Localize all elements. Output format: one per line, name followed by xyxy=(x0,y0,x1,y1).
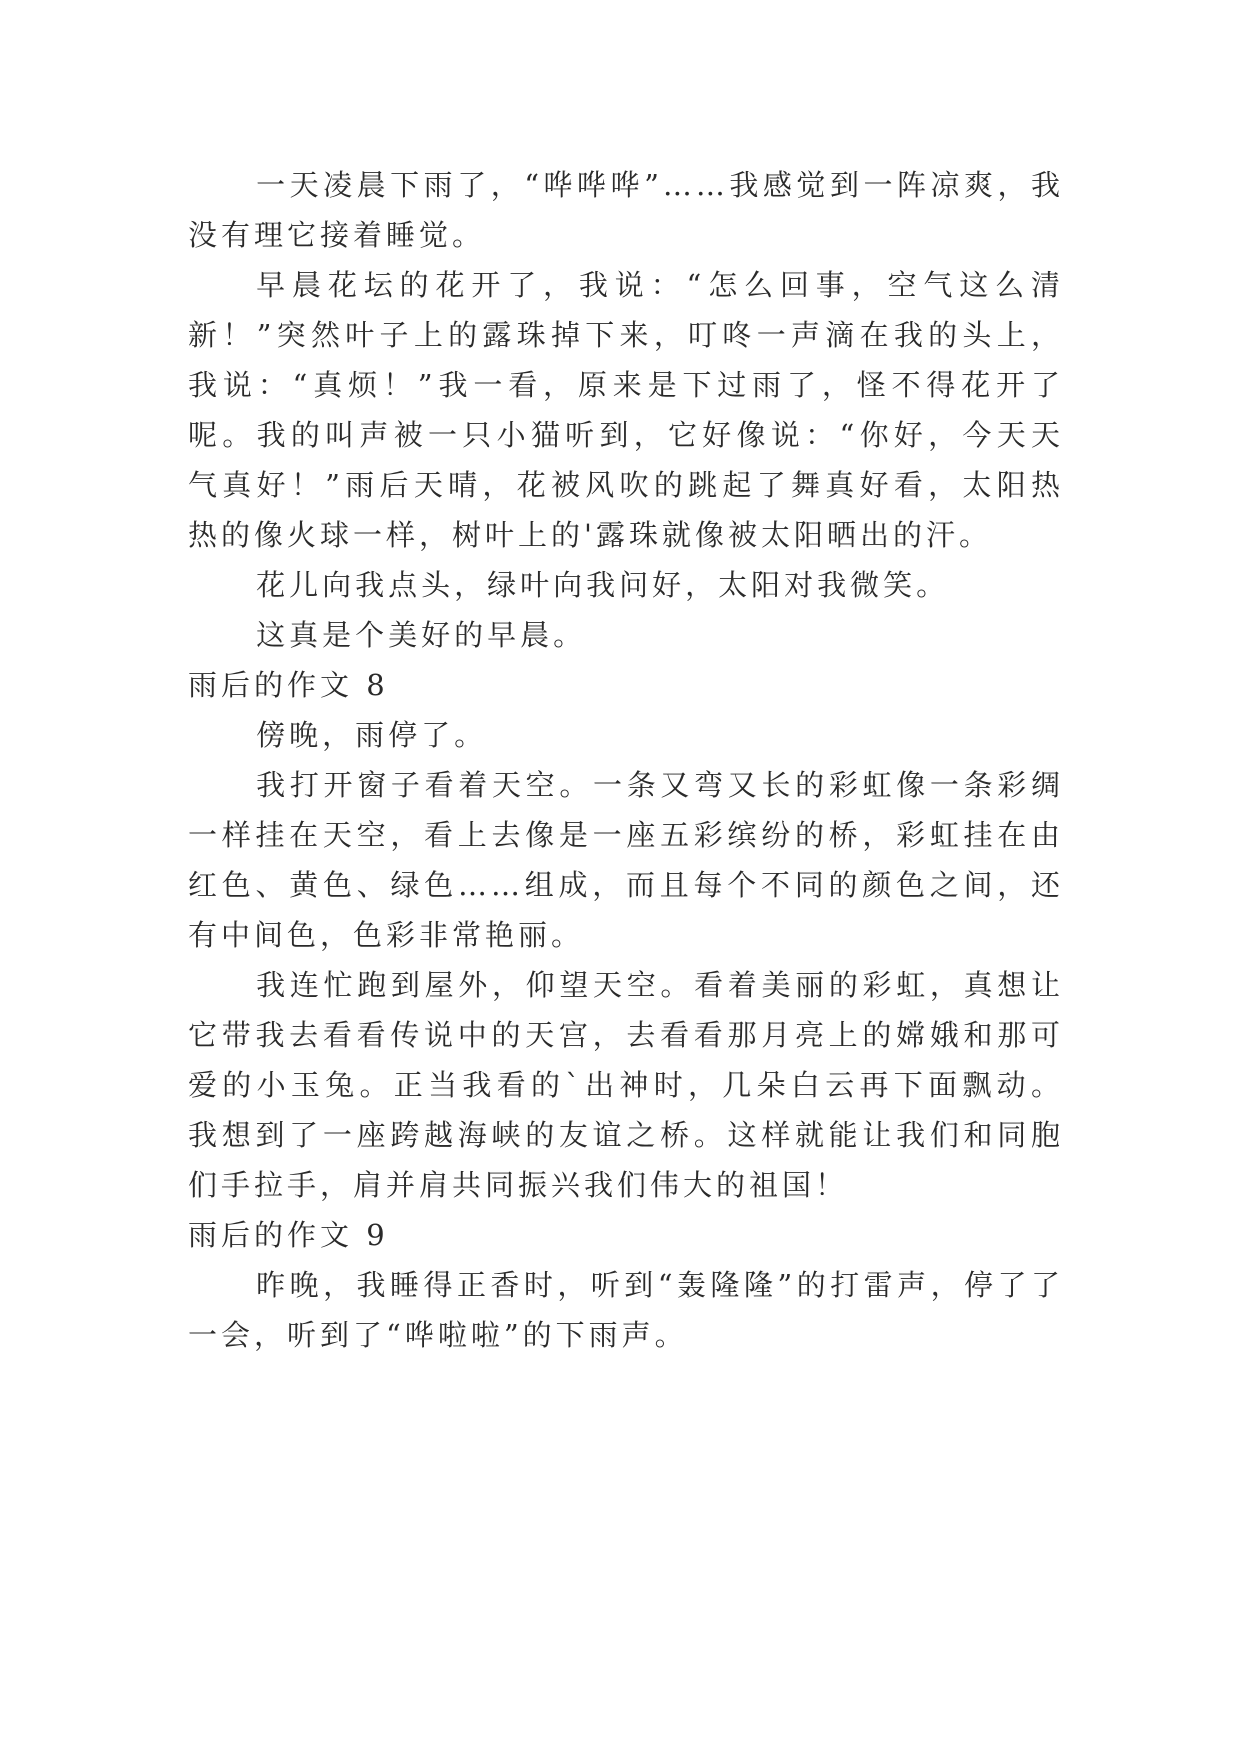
paragraph: 早晨花坛的花开了，我说：“怎么回事，空气这么清新！”突然叶子上的露珠掉下来，叮咚一声滴在我的头上，我说：“真烦！”我一看，原来是下过雨了，怪不得花开了呢。我的叫声被一只小猫听到，它好像说：“你好，今天天气真好！”雨后天晴，花被风吹的跳起了舞真好看，太阳热热的像火球一样，树叶上的'露珠就像被太阳晒出的汗。 xyxy=(188,268,1064,552)
paragraph: 花儿向我点头，绿叶向我问好，太阳对我微笑。 xyxy=(256,568,950,602)
section-heading: 雨后的作文 8 xyxy=(188,668,389,702)
paragraph: 傍晚，雨停了。 xyxy=(256,718,488,752)
paragraph: 我连忙跑到屋外，仰望天空。看着美丽的彩虹，真想让它带我去看看传说中的天宫，去看看那月亮上的嫦娥和那可爱的小玉兔。正当我看的`出神时，几朵白云再下面飘动。我想到了一座跨越海峡的友谊之桥。这样就能让我们和同胞们手拉手，肩并肩共同振兴我们伟大的祖国！ xyxy=(188,968,1064,1202)
paragraph: 我打开窗子看着天空。一条又弯又长的彩虹像一条彩绸一样挂在天空，看上去像是一座五彩缤纷的桥，彩虹挂在由红色、黄色、绿色……组成，而且每个不同的颜色之间，还有中间色，色彩非常艳丽。 xyxy=(188,768,1064,952)
document-page xyxy=(188,160,1064,1360)
paragraph: 这真是个美好的早晨。 xyxy=(256,618,587,652)
section-heading: 雨后的作文 9 xyxy=(188,1218,389,1252)
paragraph: 昨晚，我睡得正香时，听到“轰隆隆”的打雷声，停了了一会，听到了“哗啦啦”的下雨声。 xyxy=(188,1268,1064,1352)
paragraph: 一天凌晨下雨了，“哗哗哗”……我感觉到一阵凉爽，我没有理它接着睡觉。 xyxy=(188,168,1064,252)
